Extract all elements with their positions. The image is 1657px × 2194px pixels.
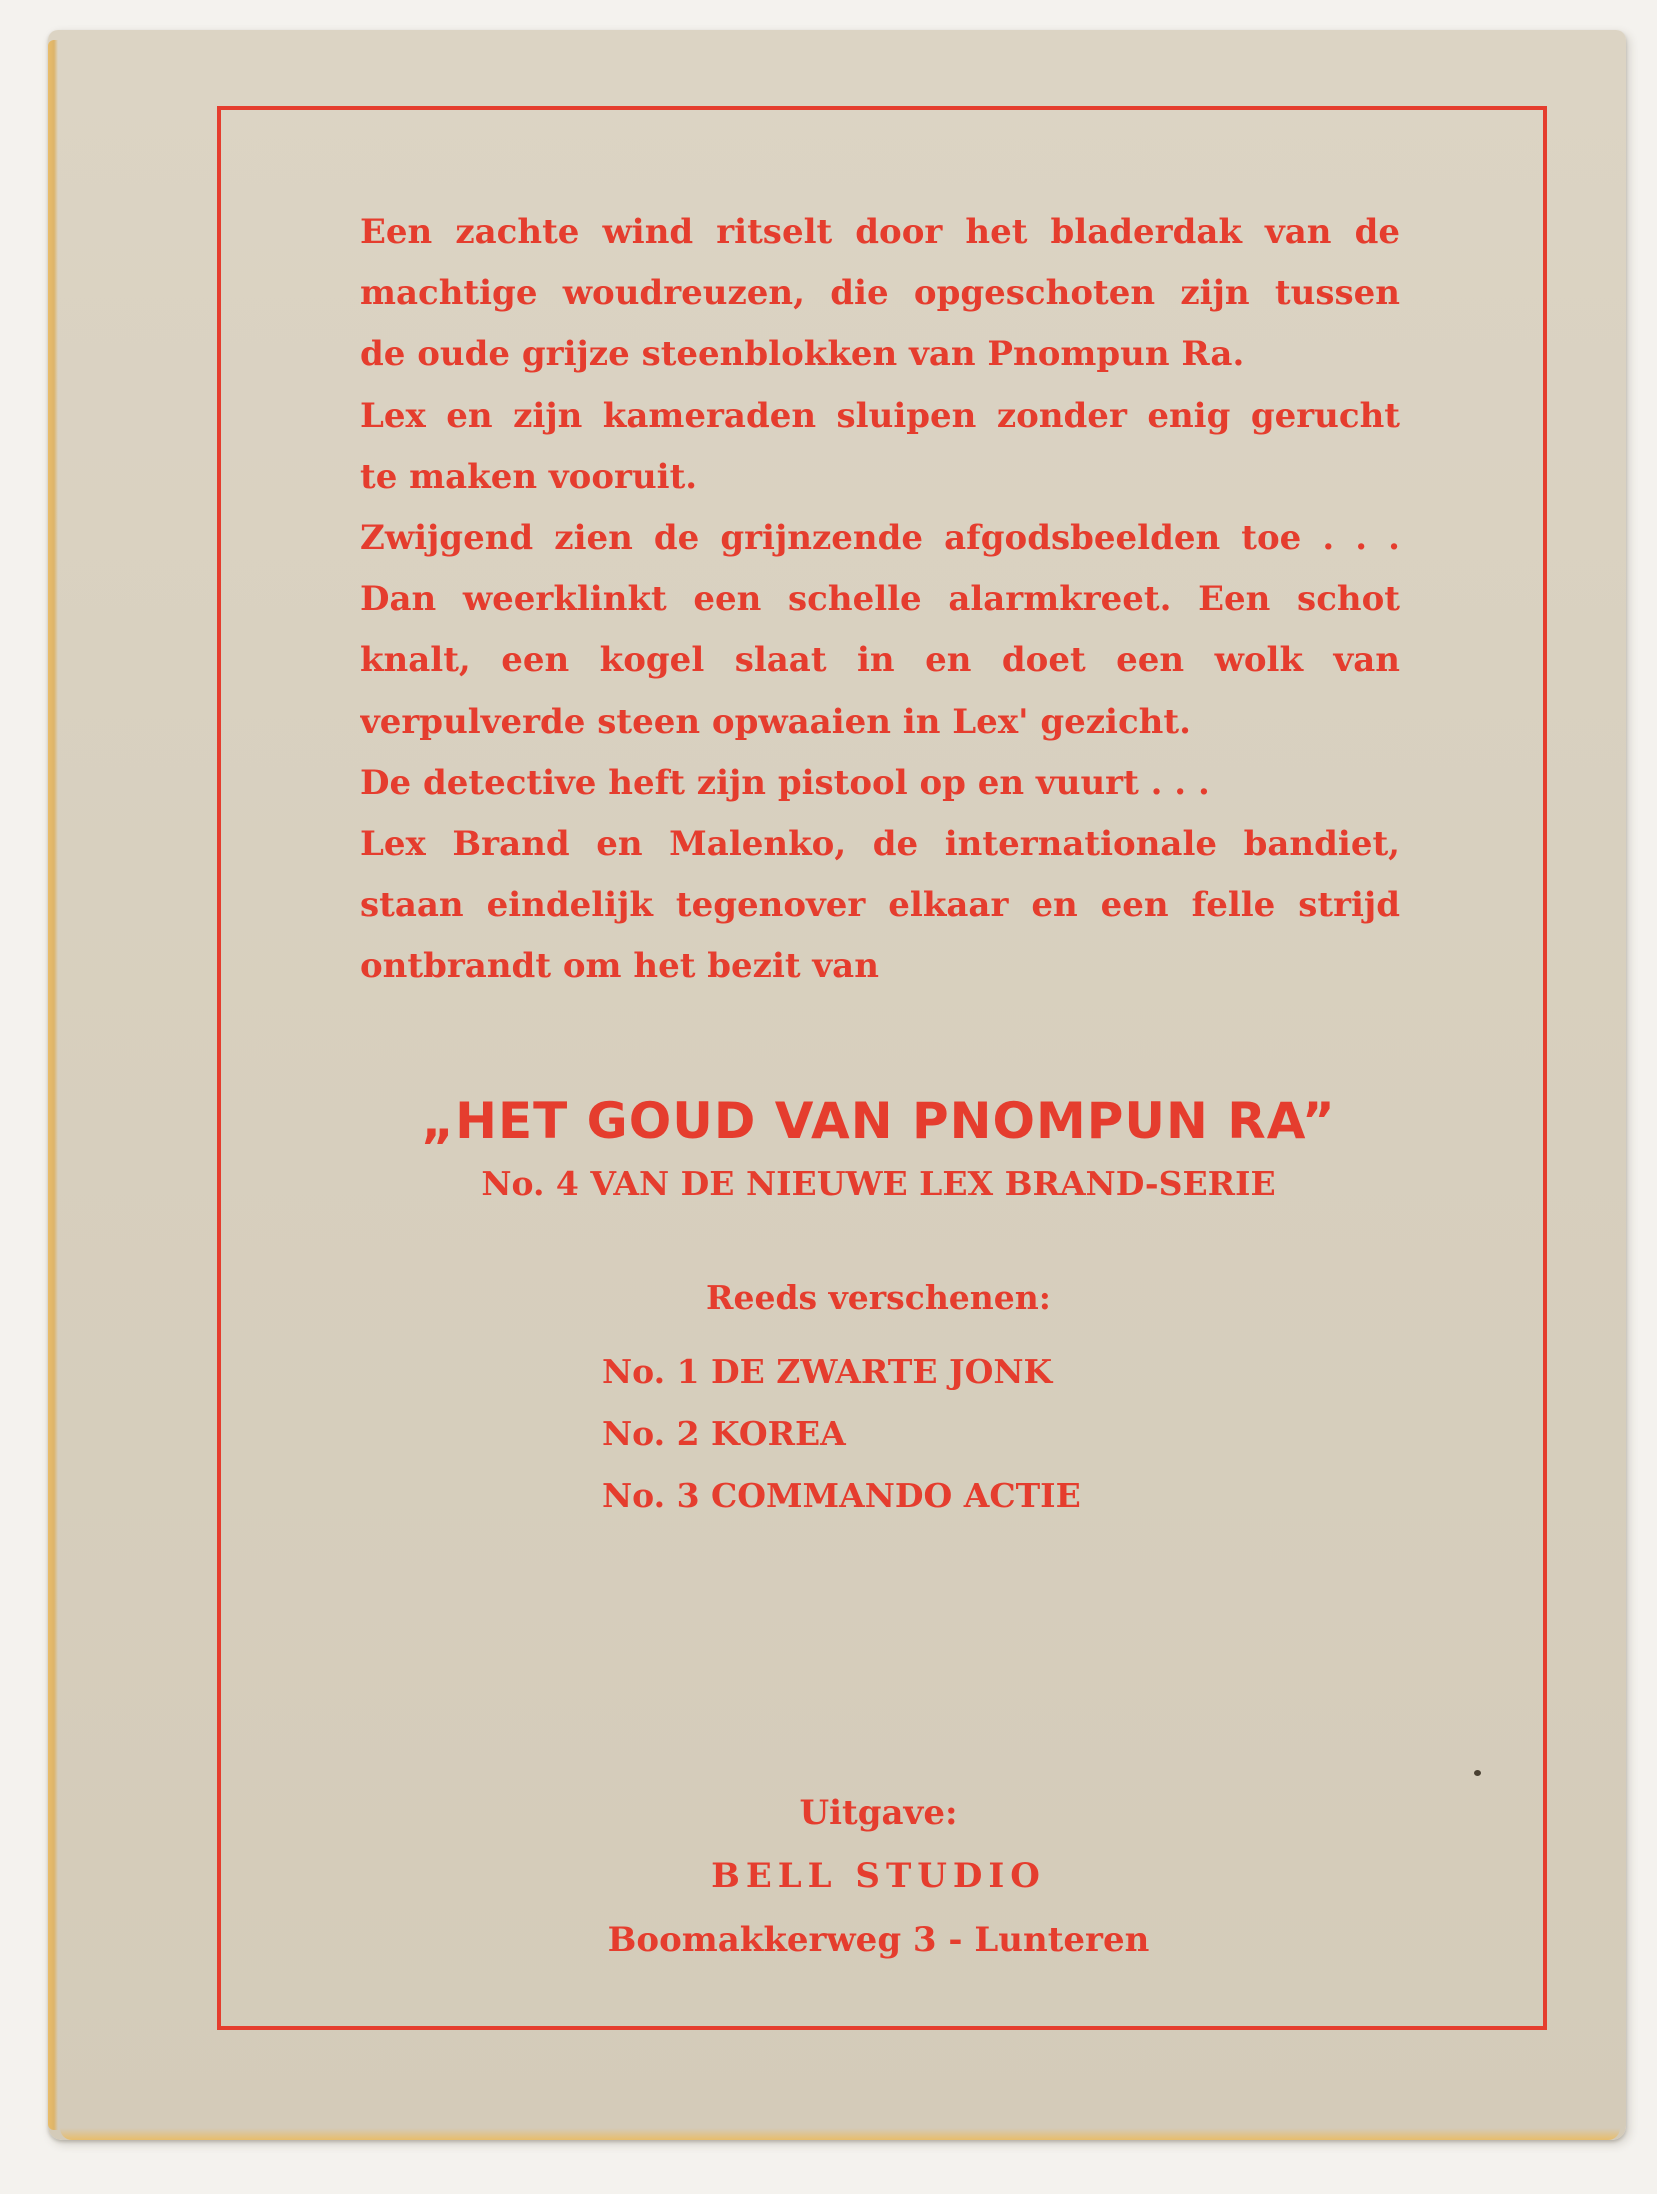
blurb-line: te maken vooruit. bbox=[360, 456, 698, 497]
publisher-name: BELL STUDIO bbox=[711, 1856, 1046, 1896]
blurb-line: Dan weerklinkt een schelle alarmkreet. Een schot bbox=[360, 579, 1400, 620]
blurb-line: staan eindelijk tegenover elkaar en een felle strijd bbox=[360, 885, 1400, 926]
blurb-line: machtige woudreuzen, die opgeschoten zijn tussen bbox=[360, 273, 1400, 314]
published-series-list bbox=[602, 1341, 1081, 1527]
blurb-line: Lex en zijn kameraden sluipen zonder enig gerucht bbox=[360, 395, 1400, 436]
blurb-line: knalt, een kogel slaat in en doet een wolk van bbox=[360, 640, 1400, 681]
blurb-paragraph bbox=[360, 202, 1400, 997]
paper-speck bbox=[1474, 1770, 1481, 1776]
book-title: „HET GOUD VAN PNOMPUN RA” bbox=[421, 1092, 1336, 1150]
blurb-line: de oude grijze steenblokken van Pnompun Ra. bbox=[360, 334, 1245, 375]
publisher-address: Boomakkerweg 3 - Lunteren bbox=[607, 1920, 1150, 1960]
series-item: No. 3 COMMANDO ACTIE bbox=[602, 1476, 1081, 1515]
series-subtitle: No. 4 VAN DE NIEUWE LEX BRAND-SERIE bbox=[481, 1164, 1276, 1203]
blurb-line: Lex Brand en Malenko, de internationale bandiet, bbox=[360, 823, 1400, 864]
blurb-line: ontbrandt om het bezit van bbox=[360, 946, 879, 987]
already-published-label: Reeds verschenen: bbox=[706, 1278, 1051, 1317]
blurb-line: De detective heft zijn pistool op en vuurt . . . bbox=[360, 762, 1210, 803]
publisher-label: Uitgave: bbox=[799, 1793, 958, 1833]
page-block-left-edge bbox=[48, 40, 58, 2130]
page-block-bottom-edge bbox=[60, 2128, 1620, 2140]
blurb-line: Een zachte wind ritselt door het bladerdak van de bbox=[360, 212, 1400, 252]
blurb-line: verpulverde steen opwaaien in Lex' gezicht. bbox=[360, 701, 1191, 742]
series-item: No. 2 KOREA bbox=[602, 1414, 846, 1453]
blurb-line: Zwijgend zien de grijnzende afgodsbeelden toe . . . bbox=[360, 517, 1400, 558]
series-item: No. 1 DE ZWARTE JONK bbox=[602, 1352, 1053, 1391]
